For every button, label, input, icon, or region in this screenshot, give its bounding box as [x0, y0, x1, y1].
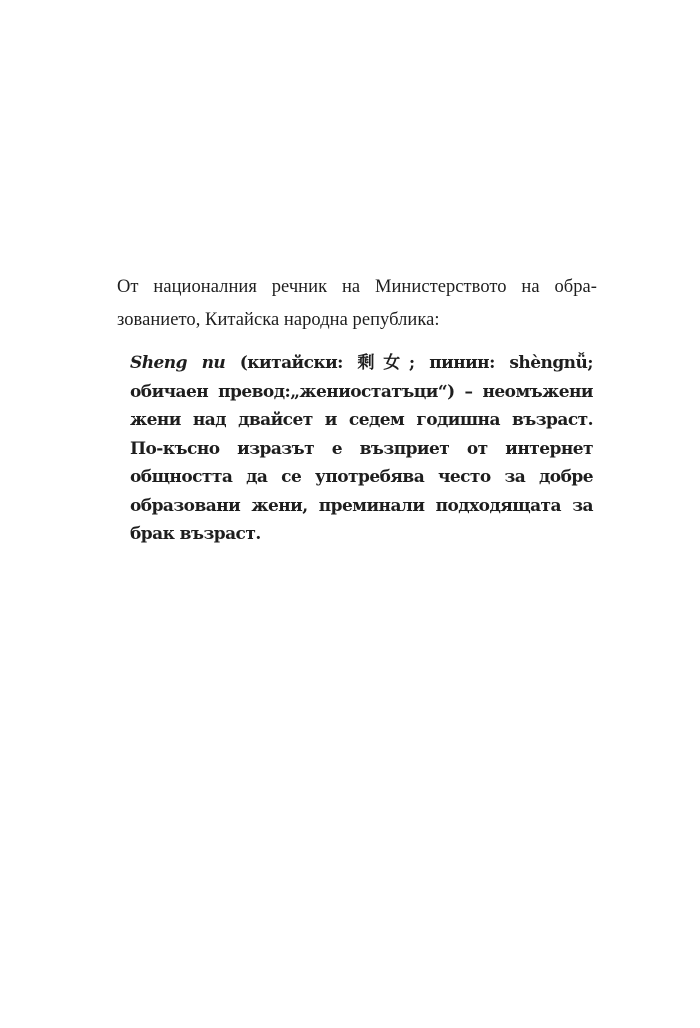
intro-line: зованието, Китайска народна република:	[117, 310, 440, 330]
intro-line: От националния речник на Министерството на обра-	[117, 277, 597, 297]
definition-line: обичаен превод:„жениостатъци“) – неомъжени	[130, 381, 593, 402]
intro-paragraph	[117, 271, 597, 337]
definition-line: По-късно изразът е възприет от интернет	[130, 438, 593, 459]
definition-line-rest: (китайски: 剩女; пинин: shèngnǚ;	[225, 353, 593, 373]
definition-line: общността да се употребява често за добре	[130, 467, 593, 487]
definition-line	[130, 349, 593, 378]
definition-term: Sheng nu	[130, 353, 226, 373]
definition-line: жени над двайсет и седем годишна възраст.	[130, 410, 593, 430]
definition-line: образовани жени, преминали подходящата за	[130, 495, 593, 516]
dictionary-definition	[130, 349, 593, 549]
definition-line: брак възраст.	[130, 524, 261, 544]
